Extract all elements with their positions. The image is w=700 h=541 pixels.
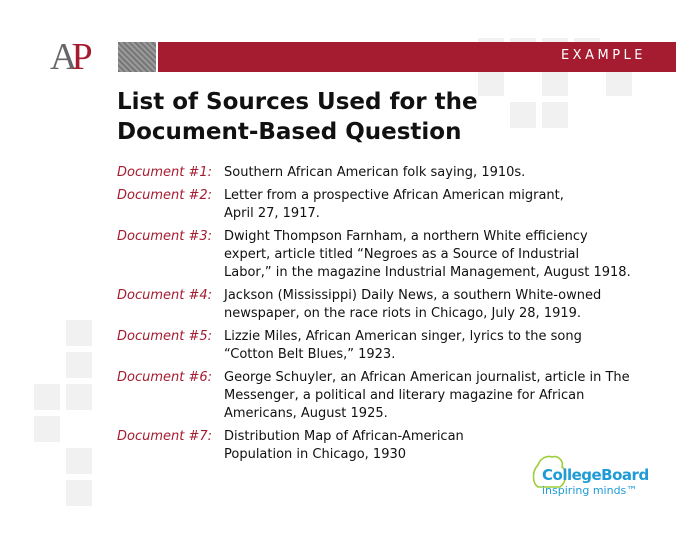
document-line: Dwight Thompson Farnham, a northern White efficiency [224, 229, 588, 244]
document-description [224, 164, 677, 182]
document-description [224, 287, 677, 323]
page-title [117, 87, 478, 147]
decor-square [66, 320, 92, 346]
document-label: Document #5: [117, 329, 213, 344]
document-line: newspaper, on the race riots in Chicago, July 28, 1919. [224, 306, 582, 321]
ap-logo: AP [50, 36, 87, 78]
document-line: “Cotton Belt Blues,” 1923. [224, 347, 396, 362]
document-line: Lizzie Miles, African American singer, lyrics to the song [224, 329, 582, 344]
document-line: Messenger, a political and literary magazine for African [224, 388, 585, 403]
decor-square [478, 70, 504, 96]
logo-pattern-block [118, 42, 156, 72]
decor-square [66, 448, 92, 474]
list-item [117, 187, 677, 223]
document-list [117, 164, 677, 469]
document-label: Document #3: [117, 229, 213, 244]
document-label: Document #6: [117, 370, 213, 385]
document-line: expert, article titled “Negroes as a Source of Industrial [224, 247, 580, 262]
document-line: George Schuyler, an African American journalist, article in The [224, 370, 630, 385]
document-label: Document #4: [117, 288, 213, 303]
document-description [224, 328, 677, 364]
decor-square [34, 384, 60, 410]
decor-square [66, 352, 92, 378]
document-label: Document #7: [117, 429, 213, 444]
banner-label: EXAMPLE [560, 48, 646, 63]
document-line: April 27, 1917. [224, 206, 320, 221]
document-description [224, 228, 677, 282]
list-item [117, 287, 677, 323]
decor-square [510, 102, 536, 128]
document-description [224, 369, 677, 423]
document-line: Labor,” in the magazine Industrial Management, August 1918. [224, 265, 631, 280]
page-title-line: List of Sources Used for the [117, 89, 478, 115]
list-item [117, 164, 677, 182]
decor-square [66, 384, 92, 410]
document-line: Jackson (Mississippi) Daily News, a southern White-owned [224, 288, 602, 303]
list-item [117, 328, 677, 364]
collegeboard-tagline: inspiring minds™ [542, 484, 638, 497]
document-label: Document #1: [117, 165, 213, 180]
decor-square [542, 70, 568, 96]
collegeboard-name: CollegeBoard [542, 466, 649, 484]
document-label: Document #2: [117, 188, 213, 203]
decor-square [66, 480, 92, 506]
header-banner [158, 42, 676, 72]
page-title-line: Document-Based Question [117, 119, 462, 145]
list-item [117, 228, 677, 282]
decor-square [606, 70, 632, 96]
document-description [224, 187, 677, 223]
decor-square [542, 102, 568, 128]
document-line: Southern African American folk saying, 1910s. [224, 165, 526, 180]
decor-square [34, 416, 60, 442]
list-item [117, 369, 677, 423]
document-line: Population in Chicago, 1930 [224, 447, 407, 462]
document-line: Distribution Map of African-American [224, 429, 464, 444]
collegeboard-logo [530, 453, 660, 503]
document-line: Letter from a prospective African American migrant, [224, 188, 564, 203]
document-line: Americans, August 1925. [224, 406, 388, 421]
